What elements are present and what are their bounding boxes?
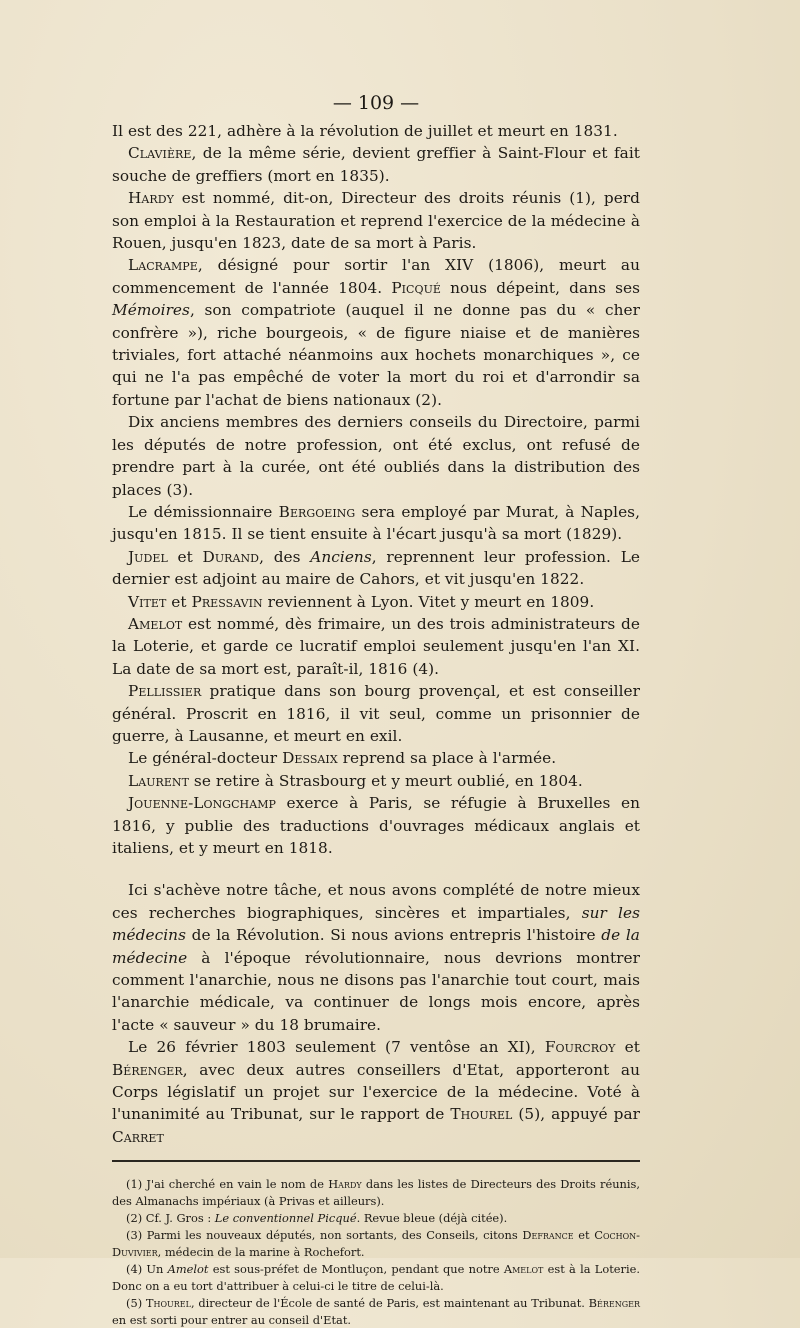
paragraph: Judel et Durand, des Anciens, reprennent leur profession. Le dernier est adjoint au maire de Cahors, et vit jusqu'en 1822. xyxy=(112,547,640,589)
paragraph: Jouenne-Longchamp exerce à Paris, se réfugie à Bruxelles en 1816, y publie des traductions d'ouvrages médicaux anglais et italiens, et y meurt en 1818. xyxy=(112,794,640,857)
footnote: (3) Parmi les nouveaux députés, non sortants, des Conseils, citons Defrance et Cochon-Duvivier, médecin de la marine à Rochefort. xyxy=(112,1228,641,1259)
document-page xyxy=(112,92,640,1328)
person-name: Laurent xyxy=(128,771,189,790)
footnote: (2) Cf. J. Gros : Le conventionnel Picqué. Revue bleue (déjà citée). xyxy=(126,1211,508,1226)
main-text xyxy=(112,120,640,1148)
paragraph: Clavière, de la même série, devient greffier à Saint-Flour et fait souche de greffiers (mort en 1835). xyxy=(112,144,640,185)
person-name: Bergoeing xyxy=(278,502,356,521)
paragraph: Le démissionnaire Bergoeing sera employé par Murat, à Naples, jusqu'en 1815. Il se tient ensuite à l'écart jusqu'à sa mort (1829). xyxy=(112,502,640,544)
work-title: Mémoires xyxy=(112,301,190,320)
person-name: Clavière xyxy=(128,144,192,163)
person-name: Dessaix xyxy=(282,749,338,768)
person-name: Amelot xyxy=(128,614,183,633)
footnote: (5) Thourel, directeur de l'École de santé de Paris, est maintenant au Tribunat. Bérenger en est sorti pour entrer au conseil d'Etat. xyxy=(112,1295,640,1327)
person-name: Hardy xyxy=(128,189,174,208)
paragraph: Il est des 221, adhère à la révolution de juillet et meurt en 1831. xyxy=(112,122,618,140)
paragraph: Laurent se retire à Strasbourg et y meurt oublié, en 1804. xyxy=(128,771,583,790)
paragraph: Ici s'achève notre tâche, et nous avons complété de notre mieux ces recherches biographiques, sincères et impartiales, sur les médecins de la Révolution. Si nous avions entrepris l'histoire de la médecine à l'époque révolutionnaire, nous devrions montrer comment l'anarchie, nous ne disons pas l'anarchie tout court, mais l'anarchie médicale, va continuer de longs mois encore, après l'acte « sauveur » du 18 brumaire. xyxy=(112,881,640,1034)
person-name: Jouenne-Longchamp xyxy=(128,794,276,813)
page-number: — 109 — xyxy=(332,92,420,114)
paragraph: Le 26 février 1803 seulement (7 ventôse an XI), Fourcroy et Bérenger, avec deux autres conseillers d'Etat, apporteront au Corps législatif un projet sur l'exercice de la médecine. Voté à l'unanimité au Tribunat, sur le rapport de Thourel (5), appuyé par Carret xyxy=(112,1038,640,1146)
person-name: Carret xyxy=(112,1127,164,1146)
person-name: Picqué xyxy=(391,278,441,297)
footnote: (1) J'ai cherché en vain le nom de Hardy dans les listes de Directeurs des Droits réunis, des Almanachs impériaux (à Privas et ailleurs). xyxy=(112,1177,640,1209)
paragraph: Pellissier pratique dans son bourg provençal, et est conseiller général. Proscrit en 1816, il vit seul, comme un prisonnier de guerre, à Lausanne, et meurt en exil. xyxy=(112,682,640,745)
paragraph: Amelot est nommé, dès frimaire, un des trois administrateurs de la Loterie, et garde ce lucratif emploi seulement jusqu'en l'an XI. La date de sa mort est, paraît-il, 1816 (4). xyxy=(112,614,640,678)
person-name: Pellissier xyxy=(128,682,202,701)
paragraph: Le général-docteur Dessaix reprend sa place à l'armée. xyxy=(128,749,557,768)
paragraph: Hardy est nommé, dit-on, Directeur des droits réunis (1), perd son emploi à la Restauration et reprend l'exercice de la médecine à Rouen, jusqu'en 1823, date de sa mort à Paris. xyxy=(112,189,640,253)
paragraph: Vitet et Pressavin reviennent à Lyon. Vitet y meurt en 1809. xyxy=(128,592,595,611)
person-name: Thourel xyxy=(450,1105,513,1124)
person-name: Durand xyxy=(202,547,260,566)
paragraph: Lacrampe, désigné pour sortir l'an XIV (1806), meurt au commencement de l'année 1804. Picqué nous dépeint, dans ses Mémoires, son compatriote (auquel il ne donne pas du « cher confrère »), riche bourgeois, « de figure niaise et de manières triviales, fort attaché néanmoins aux hochets monarchiques », ce qui ne l'a pas empêché de voter la mort du roi et d'arrondir sa fortune par l'achat de biens nationaux (2). xyxy=(112,256,640,409)
footnote-divider xyxy=(112,1160,640,1162)
person-name: Judel xyxy=(128,547,168,566)
paragraph: Dix anciens membres des derniers conseils du Directoire, parmi les députés de notre profession, ont été exclus, ont refusé de prendre part à la curée, ont été oubliés dans la distribution des places (3). xyxy=(112,413,640,499)
person-name: Bérenger xyxy=(112,1060,183,1079)
person-name: Vitet xyxy=(128,592,167,611)
person-name: Fourcroy xyxy=(544,1038,616,1057)
person-name: Lacrampe xyxy=(128,256,198,275)
footnotes xyxy=(112,1176,640,1328)
footnote: (4) Un Amelot est sous-préfet de Montluçon, pendant que notre Amelot est à la Loterie. Donc on a eu tort d'attribuer à celui-ci le titre de celui-là. xyxy=(112,1261,640,1293)
person-name: Pressavin xyxy=(191,592,263,611)
